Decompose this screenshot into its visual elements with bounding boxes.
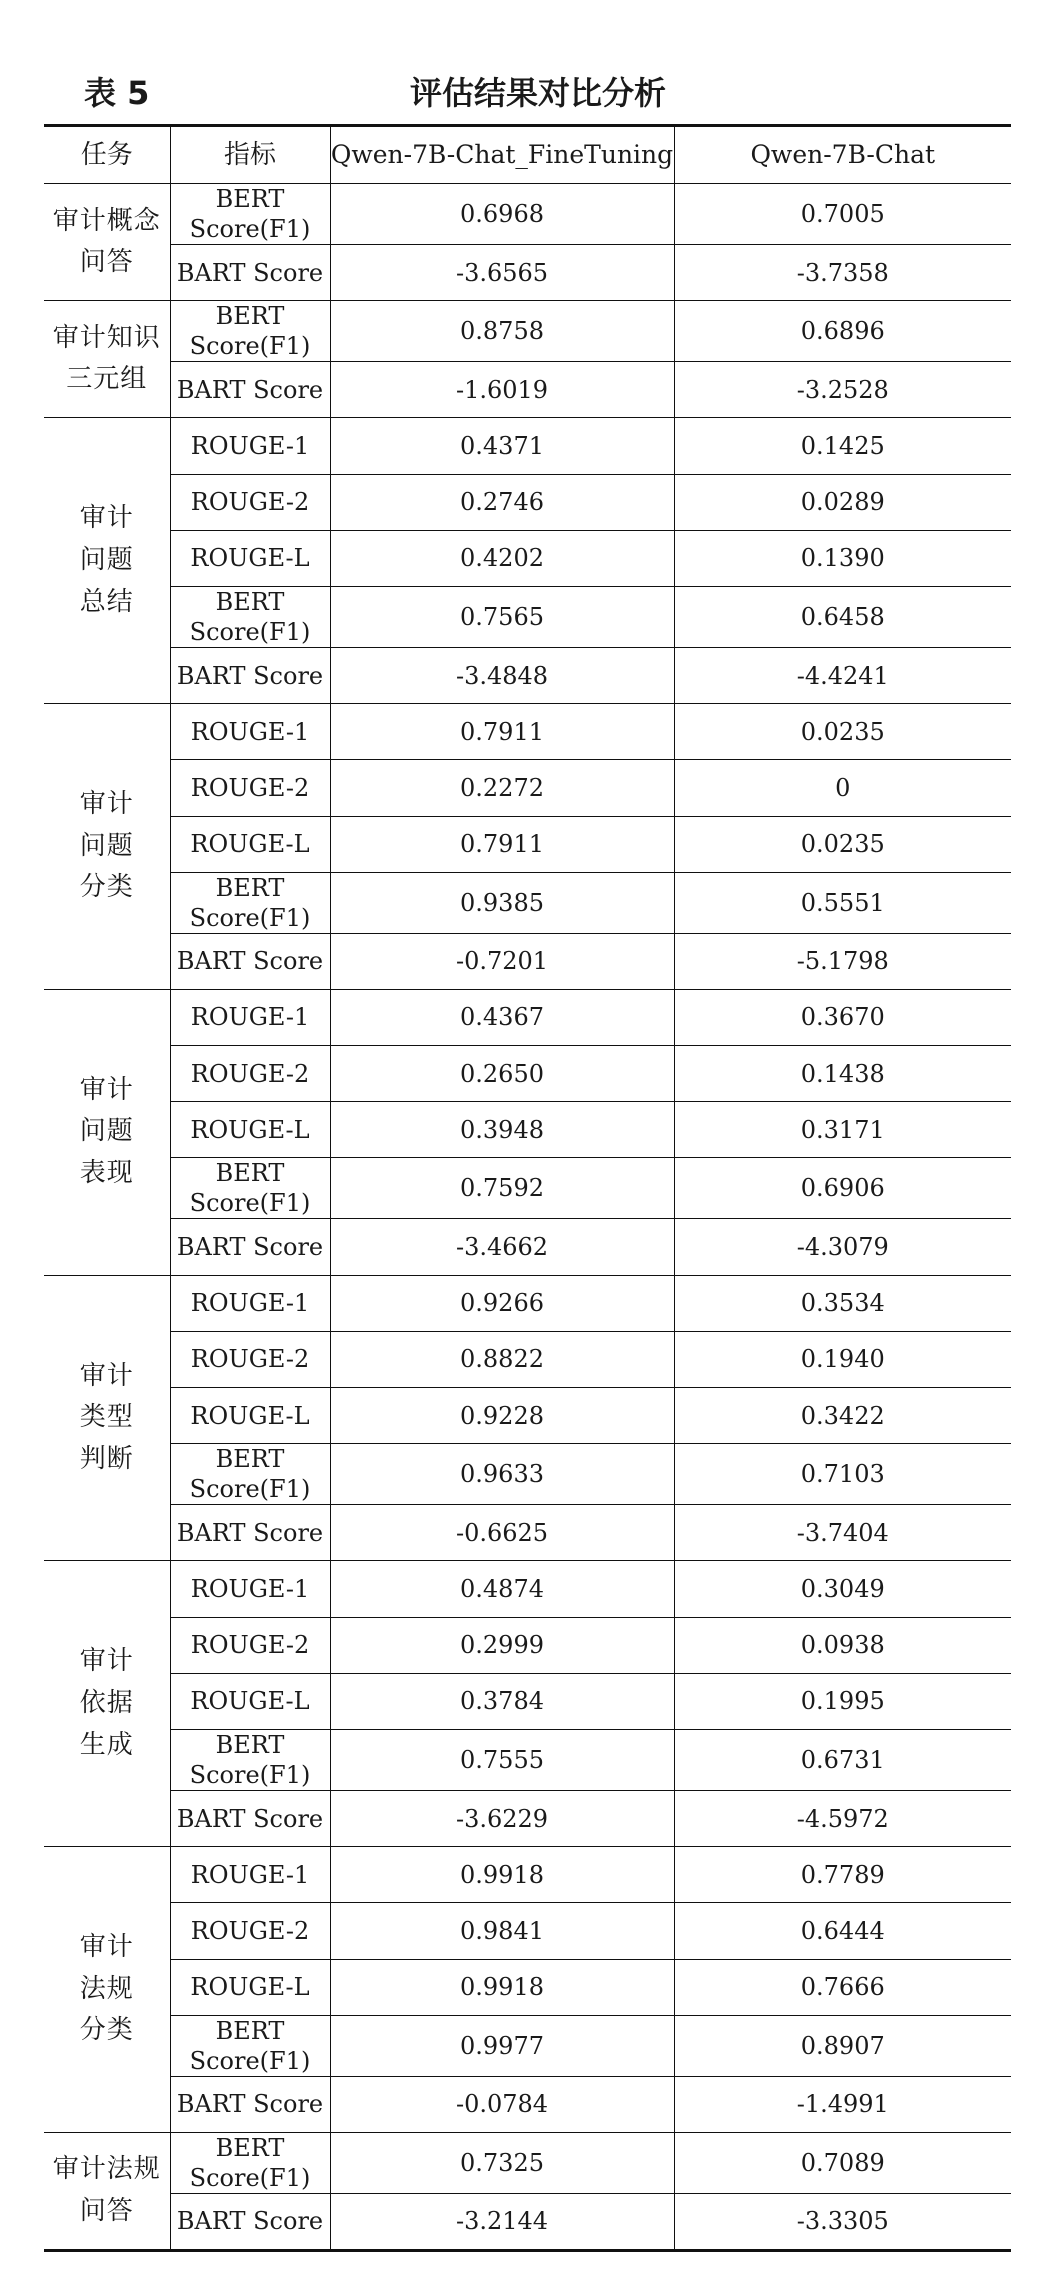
value-finetuned-cell: 0.9266 [330, 1275, 674, 1331]
value-base-cell: 0.0235 [674, 704, 1011, 760]
table-row [44, 530, 1011, 586]
value-finetuned-cell: -3.4662 [330, 1219, 674, 1275]
value-finetuned-cell: 0.6968 [330, 184, 674, 245]
table-row [44, 704, 1011, 760]
metric-cell: BERT Score(F1) [170, 1158, 330, 1219]
table-title: 评估结果对比分析 [409, 74, 666, 112]
value-finetuned-cell: 0.2999 [330, 1617, 674, 1673]
task-cell: 审计 问题 总结 [44, 418, 170, 704]
value-finetuned-cell: 0.8758 [330, 301, 674, 362]
value-base-cell: -4.4241 [674, 647, 1011, 703]
table-row [44, 1046, 1011, 1102]
metric-cell: ROUGE-2 [170, 474, 330, 530]
value-finetuned-cell: 0.9841 [330, 1903, 674, 1959]
value-base-cell: 0.6458 [674, 586, 1011, 647]
metric-cell: ROUGE-L [170, 1102, 330, 1158]
table-row [44, 2193, 1011, 2250]
table-row [44, 2132, 1011, 2193]
table-row [44, 2076, 1011, 2132]
table-row [44, 1219, 1011, 1275]
table-row [44, 1444, 1011, 1505]
value-finetuned-cell: 0.7911 [330, 704, 674, 760]
value-finetuned-cell: 0.4874 [330, 1561, 674, 1617]
value-base-cell: 0.6444 [674, 1903, 1011, 1959]
value-base-cell: 0.7103 [674, 1444, 1011, 1505]
value-finetuned-cell: -3.6229 [330, 1790, 674, 1846]
task-cell: 审计 问题 分类 [44, 704, 170, 990]
metric-cell: ROUGE-1 [170, 1561, 330, 1617]
value-base-cell: 0.6731 [674, 1729, 1011, 1790]
table-caption [62, 60, 1014, 122]
value-base-cell: 0.3534 [674, 1275, 1011, 1331]
value-finetuned-cell: 0.3784 [330, 1673, 674, 1729]
value-base-cell: 0 [674, 760, 1011, 816]
metric-cell: ROUGE-L [170, 1673, 330, 1729]
value-finetuned-cell: 0.4202 [330, 530, 674, 586]
value-base-cell: 0.3171 [674, 1102, 1011, 1158]
metric-cell: BART Score [170, 2193, 330, 2250]
table-row [44, 989, 1011, 1045]
table-row [44, 1158, 1011, 1219]
table-row [44, 760, 1011, 816]
value-finetuned-cell: 0.7911 [330, 816, 674, 872]
task-cell: 审计知识 三元组 [44, 301, 170, 418]
value-finetuned-cell: -0.6625 [330, 1505, 674, 1561]
value-finetuned-cell: -3.6565 [330, 245, 674, 301]
table-row [44, 1561, 1011, 1617]
metric-cell: BART Score [170, 933, 330, 989]
value-base-cell: 0.5551 [674, 872, 1011, 933]
value-base-cell: 0.1940 [674, 1331, 1011, 1387]
task-cell: 审计 依据 生成 [44, 1561, 170, 1847]
table-row [44, 184, 1011, 245]
value-finetuned-cell: 0.2746 [330, 474, 674, 530]
value-base-cell: -3.2528 [674, 362, 1011, 418]
value-finetuned-cell: 0.8822 [330, 1331, 674, 1387]
metric-cell: ROUGE-1 [170, 704, 330, 760]
results-table [44, 124, 1011, 2252]
metric-cell: ROUGE-1 [170, 418, 330, 474]
value-base-cell: -4.5972 [674, 1790, 1011, 1846]
metric-cell: BART Score [170, 362, 330, 418]
value-finetuned-cell: 0.4367 [330, 989, 674, 1045]
value-base-cell: 0.3422 [674, 1388, 1011, 1444]
table-number: 表 5 [84, 74, 150, 112]
value-finetuned-cell: 0.2650 [330, 1046, 674, 1102]
metric-cell: ROUGE-L [170, 530, 330, 586]
value-finetuned-cell: -0.0784 [330, 2076, 674, 2132]
table-row [44, 1847, 1011, 1903]
task-cell: 审计 法规 分类 [44, 1847, 170, 2133]
table-row [44, 474, 1011, 530]
task-cell: 审计 类型 判断 [44, 1275, 170, 1561]
table-row [44, 647, 1011, 703]
metric-cell: BERT Score(F1) [170, 872, 330, 933]
metric-cell: BERT Score(F1) [170, 2132, 330, 2193]
metric-cell: BERT Score(F1) [170, 586, 330, 647]
value-base-cell: 0.8907 [674, 2015, 1011, 2076]
metric-cell: BART Score [170, 1219, 330, 1275]
header-row [44, 126, 1011, 184]
metric-cell: ROUGE-2 [170, 1331, 330, 1387]
metric-cell: BART Score [170, 647, 330, 703]
table-row [44, 586, 1011, 647]
value-base-cell: 0.7666 [674, 1959, 1011, 2015]
table-row [44, 1903, 1011, 1959]
value-base-cell: 0.1425 [674, 418, 1011, 474]
value-base-cell: -3.3305 [674, 2193, 1011, 2250]
metric-cell: ROUGE-L [170, 1388, 330, 1444]
table-row [44, 1729, 1011, 1790]
metric-cell: BART Score [170, 245, 330, 301]
value-finetuned-cell: -0.7201 [330, 933, 674, 989]
value-base-cell: 0.7789 [674, 1847, 1011, 1903]
value-base-cell: 0.3670 [674, 989, 1011, 1045]
value-base-cell: 0.1390 [674, 530, 1011, 586]
metric-cell: ROUGE-L [170, 1959, 330, 2015]
value-base-cell: -5.1798 [674, 933, 1011, 989]
value-finetuned-cell: -3.4848 [330, 647, 674, 703]
value-finetuned-cell: 0.7592 [330, 1158, 674, 1219]
header-model-base: Qwen-7B-Chat [674, 126, 1011, 184]
table-row [44, 816, 1011, 872]
metric-cell: BERT Score(F1) [170, 1729, 330, 1790]
table-row [44, 1673, 1011, 1729]
metric-cell: ROUGE-2 [170, 1903, 330, 1959]
value-base-cell: 0.0289 [674, 474, 1011, 530]
table-row [44, 1331, 1011, 1387]
table-row [44, 1959, 1011, 2015]
table-row [44, 418, 1011, 474]
value-base-cell: -1.4991 [674, 2076, 1011, 2132]
value-finetuned-cell: 0.7565 [330, 586, 674, 647]
table-row [44, 301, 1011, 362]
metric-cell: BERT Score(F1) [170, 184, 330, 245]
value-base-cell: 0.3049 [674, 1561, 1011, 1617]
table-body [44, 184, 1011, 2251]
value-finetuned-cell: 0.9228 [330, 1388, 674, 1444]
table-row [44, 1102, 1011, 1158]
value-base-cell: 0.1438 [674, 1046, 1011, 1102]
value-finetuned-cell: 0.2272 [330, 760, 674, 816]
value-base-cell: 0.0235 [674, 816, 1011, 872]
value-finetuned-cell: 0.9918 [330, 1959, 674, 2015]
value-finetuned-cell: 0.3948 [330, 1102, 674, 1158]
header-metric: 指标 [170, 126, 330, 184]
metric-cell: ROUGE-2 [170, 760, 330, 816]
value-base-cell: 0.0938 [674, 1617, 1011, 1673]
header-task: 任务 [44, 126, 170, 184]
table-row [44, 362, 1011, 418]
value-base-cell: 0.6896 [674, 301, 1011, 362]
metric-cell: BART Score [170, 2076, 330, 2132]
metric-cell: ROUGE-1 [170, 1847, 330, 1903]
table-row [44, 1505, 1011, 1561]
table-row [44, 933, 1011, 989]
value-base-cell: 0.7089 [674, 2132, 1011, 2193]
value-base-cell: -4.3079 [674, 1219, 1011, 1275]
task-cell: 审计概念 问答 [44, 184, 170, 301]
table-row [44, 1275, 1011, 1331]
table-row [44, 1790, 1011, 1846]
table-row [44, 245, 1011, 301]
value-finetuned-cell: 0.7555 [330, 1729, 674, 1790]
metric-cell: BERT Score(F1) [170, 1444, 330, 1505]
value-finetuned-cell: 0.9385 [330, 872, 674, 933]
metric-cell: ROUGE-1 [170, 989, 330, 1045]
value-finetuned-cell: 0.9633 [330, 1444, 674, 1505]
task-cell: 审计 问题 表现 [44, 989, 170, 1275]
metric-cell: BART Score [170, 1790, 330, 1846]
metric-cell: ROUGE-2 [170, 1046, 330, 1102]
metric-cell: ROUGE-1 [170, 1275, 330, 1331]
value-base-cell: 0.1995 [674, 1673, 1011, 1729]
value-finetuned-cell: 0.9918 [330, 1847, 674, 1903]
metric-cell: BERT Score(F1) [170, 2015, 330, 2076]
value-base-cell: 0.7005 [674, 184, 1011, 245]
task-cell: 审计法规 问答 [44, 2132, 170, 2250]
value-finetuned-cell: 0.9977 [330, 2015, 674, 2076]
value-finetuned-cell: -1.6019 [330, 362, 674, 418]
table-row [44, 2015, 1011, 2076]
value-base-cell: -3.7358 [674, 245, 1011, 301]
metric-cell: ROUGE-2 [170, 1617, 330, 1673]
value-base-cell: -3.7404 [674, 1505, 1011, 1561]
metric-cell: BERT Score(F1) [170, 301, 330, 362]
table-row [44, 872, 1011, 933]
table-row [44, 1388, 1011, 1444]
metric-cell: BART Score [170, 1505, 330, 1561]
value-finetuned-cell: 0.4371 [330, 418, 674, 474]
metric-cell: ROUGE-L [170, 816, 330, 872]
header-model-finetuned: Qwen-7B-Chat_FineTuning [330, 126, 674, 184]
value-base-cell: 0.6906 [674, 1158, 1011, 1219]
table-row [44, 1617, 1011, 1673]
value-finetuned-cell: 0.7325 [330, 2132, 674, 2193]
value-finetuned-cell: -3.2144 [330, 2193, 674, 2250]
